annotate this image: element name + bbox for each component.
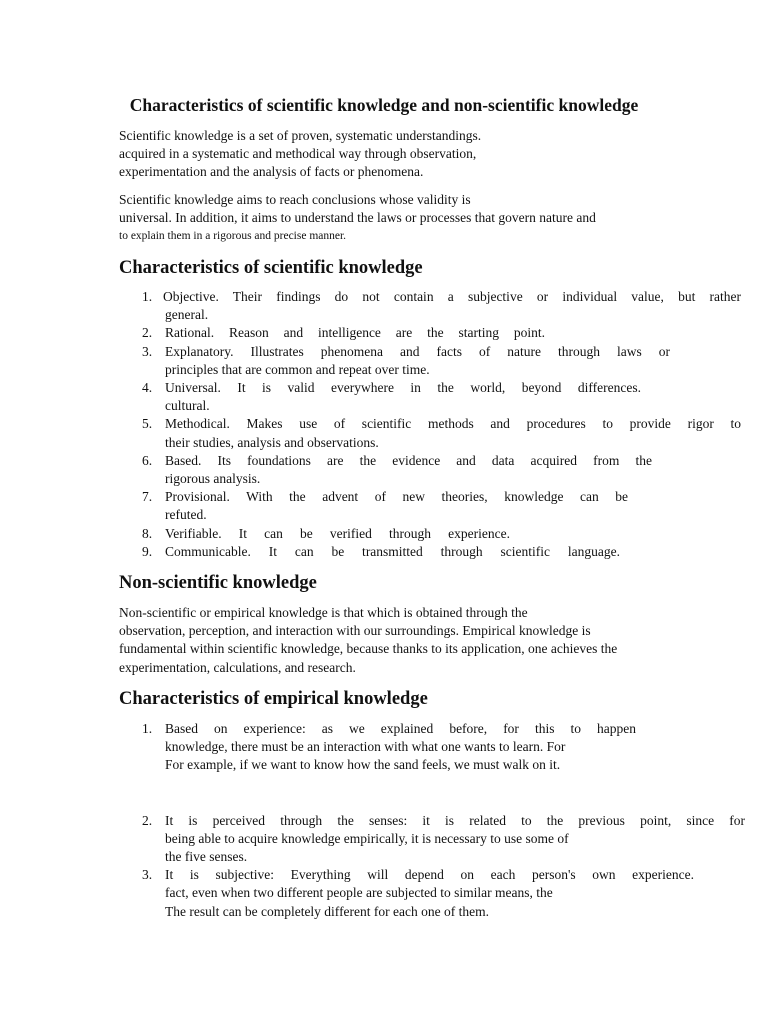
text-line: the five senses. xyxy=(165,849,248,865)
text-line: universal. In addition, it aims to understand the laws or processes that govern nature and xyxy=(119,210,596,226)
text-line: It is subjective: Everything will depend on each person's own experience. xyxy=(165,867,694,883)
scientific-characteristics-list xyxy=(119,288,741,561)
text-line: observation, perception, and interaction with our surroundings. Empirical knowledge is xyxy=(119,623,591,639)
text-line: refuted. xyxy=(165,507,207,523)
text-line: experimentation, calculations, and research. xyxy=(119,659,356,675)
list-number: 1. xyxy=(142,721,153,736)
list-item xyxy=(119,415,741,451)
list-item xyxy=(119,488,741,524)
list-item xyxy=(119,379,741,415)
text-line: general. xyxy=(165,307,209,323)
text-line: Provisional. With the advent of new theories, knowledge can be xyxy=(165,489,628,505)
text-line: rigorous analysis. xyxy=(165,471,261,487)
list-number: 5. xyxy=(142,416,153,432)
list-item xyxy=(119,543,741,561)
list-item xyxy=(119,866,745,921)
list-number: 3. xyxy=(142,343,153,359)
text-line: It is perceived through the senses: it is related to the previous point, since for xyxy=(165,812,745,828)
list-number: 9. xyxy=(142,543,153,559)
intro-paragraph-2 xyxy=(119,191,596,246)
text-line: experimentation and the analysis of facts or phenomena. xyxy=(119,164,424,180)
list-number: 7. xyxy=(142,489,153,505)
nonscientific-paragraph xyxy=(119,604,617,677)
list-item xyxy=(119,720,745,775)
text-line: Scientific knowledge is a set of proven, systematic understandings. xyxy=(119,128,482,143)
text-line: their studies, analysis and observations. xyxy=(165,434,379,450)
text-line: to explain them in a rigorous and precise manner. xyxy=(119,230,347,243)
list-number: 2. xyxy=(142,325,153,341)
empirical-characteristics-list xyxy=(119,720,745,921)
list-number: 4. xyxy=(142,380,153,396)
list-number: 8. xyxy=(142,525,153,541)
list-number: 6. xyxy=(142,452,153,468)
text-line: Verifiable. It can be verified through experience. xyxy=(165,525,510,541)
document-title: Characteristics of scientific knowledge and non-scientific knowledge xyxy=(129,95,639,115)
list-item xyxy=(119,525,741,543)
text-line: Based. Its foundations are the evidence and data acquired from the xyxy=(165,452,652,468)
text-line: The result can be completely different for each one of them. xyxy=(165,903,489,919)
text-line: Methodical. Makes use of scientific methods and procedures to provide rigor to xyxy=(165,416,741,432)
spacer xyxy=(119,775,745,812)
text-line: Rational. Reason and intelligence are the starting point. xyxy=(165,325,545,341)
text-line: fact, even when two different people are subjected to similar means, the xyxy=(165,885,553,901)
list-item xyxy=(119,812,745,867)
list-number: 1. xyxy=(142,289,153,304)
list-item xyxy=(119,343,741,379)
text-line: Explanatory. Illustrates phenomena and facts of nature through laws or xyxy=(165,343,670,359)
empirical-heading: Characteristics of empirical knowledge xyxy=(119,689,428,709)
text-line: Non-scientific or empirical knowledge is that which is obtained through the xyxy=(119,605,528,620)
intro-paragraph-1 xyxy=(119,127,481,182)
list-number: 2. xyxy=(142,812,153,828)
text-line: Scientific knowledge aims to reach conclusions whose validity is xyxy=(119,192,471,207)
text-line: Objective. Their findings do not contain a subjective or individual value, but rather xyxy=(163,289,741,304)
text-line: Universal. It is valid everywhere in the world, beyond differences. xyxy=(165,380,641,396)
list-item xyxy=(119,452,741,488)
text-line: cultural. xyxy=(165,398,210,414)
scientific-heading: Characteristics of scientific knowledge xyxy=(119,258,423,278)
text-line: knowledge, there must be an interaction with what one wants to learn. For xyxy=(165,739,566,755)
text-line: Based on experience: as we explained before, for this to happen xyxy=(165,721,636,736)
text-line: principles that are common and repeat over time. xyxy=(165,361,430,377)
list-item xyxy=(119,288,741,324)
text-line: Communicable. It can be transmitted through scientific language. xyxy=(165,543,620,559)
text-line: For example, if we want to know how the sand feels, we must walk on it. xyxy=(165,757,561,773)
nonscientific-heading: Non-scientific knowledge xyxy=(119,573,317,593)
text-line: fundamental within scientific knowledge, because thanks to its application, one achieves the xyxy=(119,641,618,657)
text-line: being able to acquire knowledge empirically, it is necessary to use some of xyxy=(165,830,569,846)
list-item xyxy=(119,324,741,342)
list-number: 3. xyxy=(142,867,153,883)
text-line: acquired in a systematic and methodical way through observation, xyxy=(119,146,477,162)
